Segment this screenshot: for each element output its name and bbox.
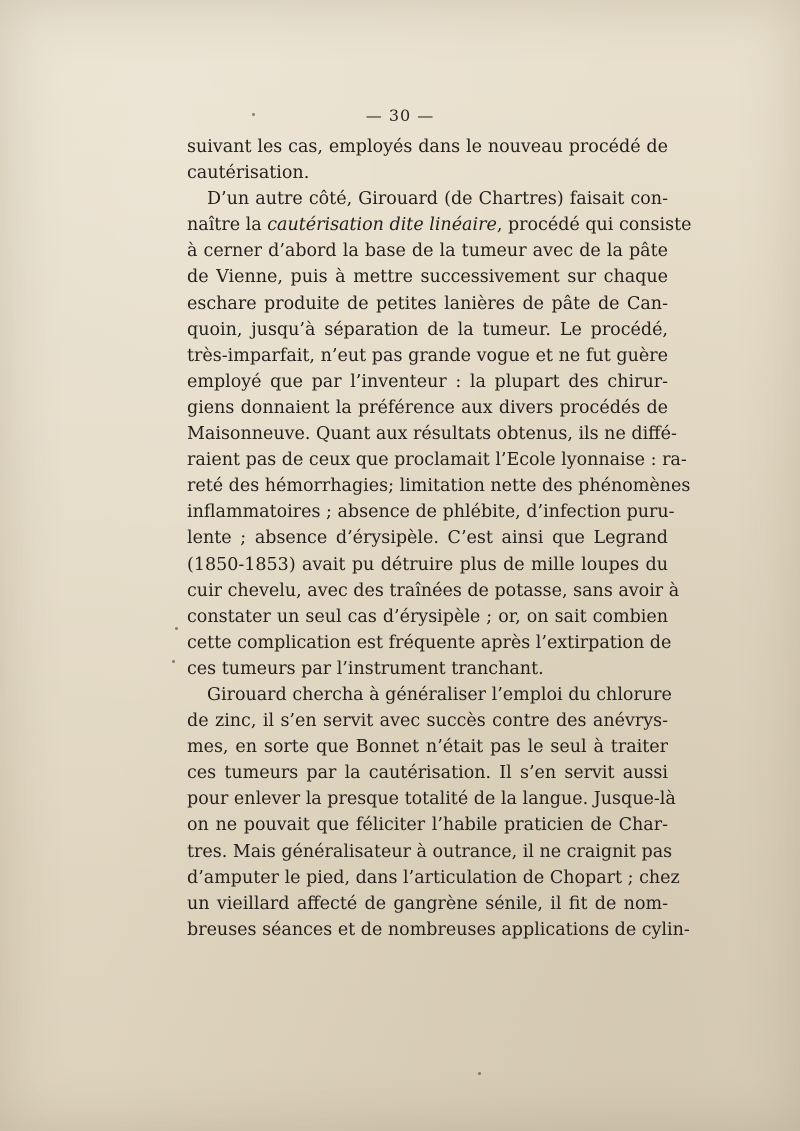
page-number: — 30 — xyxy=(365,106,435,125)
paper-speck xyxy=(478,1072,481,1075)
text-line xyxy=(187,291,668,317)
text-segment: Maisonneuve. Quant aux résultats obtenus, ils ne diffé- xyxy=(187,424,677,445)
text-segment: un vieillard affecté de gangrène sénile, il fit de nom- xyxy=(187,893,668,914)
text-segment: cuir chevelu, avec des traînées de potasse, sans avoir à xyxy=(187,580,680,601)
text-line xyxy=(187,552,668,578)
text-line xyxy=(187,186,668,212)
text-segment: naître la xyxy=(187,215,268,236)
text-line xyxy=(187,917,690,943)
text-segment: ces tumeurs par l’instrument tranchant. xyxy=(187,658,544,679)
text-segment: d’amputer le pied, dans l’articulation de Chopart ; chez xyxy=(187,867,680,888)
text-line xyxy=(187,812,668,838)
text-line xyxy=(187,656,668,682)
text-segment: reté des hémorrhagies; limitation nette des phénomènes xyxy=(187,476,691,497)
text-segment: Girouard chercha à généraliser l’emploi du chlorure xyxy=(207,684,672,705)
text-segment: cette complication est fréquente après l’extirpation de xyxy=(187,632,672,653)
text-line xyxy=(187,786,676,812)
paper-speck xyxy=(252,113,255,116)
text-line xyxy=(187,708,668,734)
text-line xyxy=(187,734,668,760)
text-segment: D’un autre côté, Girouard (de Chartres) faisait con- xyxy=(207,189,668,210)
text-segment: giens donnaient la préférence aux divers procédés de xyxy=(187,397,668,418)
text-segment: de Vienne, puis à mettre successivement sur chaque xyxy=(187,267,668,288)
text-line xyxy=(187,134,668,160)
text-segment: eschare produite de petites lanières de pâte de Can- xyxy=(187,293,668,314)
text-segment: ces tumeurs par la cautérisation. Il s’en servit aussi xyxy=(187,763,668,784)
text-line xyxy=(187,865,680,891)
text-line xyxy=(187,447,687,473)
text-line xyxy=(187,473,691,499)
text-segment: employé que par l’inventeur : la plupart des chirur- xyxy=(187,371,668,392)
text-segment: de zinc, il s’en servit avec succès contre des anévrys- xyxy=(187,711,668,732)
text-segment: constater un seul cas d’érysipèle ; or, on sait combien xyxy=(187,606,668,627)
text-segment: quoin, jusqu’à séparation de la tumeur. Le procédé, xyxy=(187,319,668,340)
text-segment: très-imparfait, n’eut pas grande vogue et ne fut guère xyxy=(187,345,668,366)
text-line xyxy=(187,343,668,369)
text-line xyxy=(187,395,668,421)
text-segment: breuses séances et de nombreuses applications de cylin- xyxy=(187,919,690,940)
text-line xyxy=(187,760,668,786)
text-segment: , procédé qui consiste xyxy=(496,215,692,236)
text-line xyxy=(187,891,668,917)
text-line xyxy=(187,212,692,238)
text-line xyxy=(187,369,668,395)
italic-phrase: cautérisation dite linéaire xyxy=(267,215,497,236)
body-text xyxy=(187,134,692,943)
text-line xyxy=(187,839,673,865)
text-line xyxy=(187,499,675,525)
text-segment: à cerner d’abord la base de la tumeur avec de la pâte xyxy=(187,241,668,262)
text-segment: raient pas de ceux que proclamait l’Ecole lyonnaise : ra- xyxy=(187,450,687,471)
text-line xyxy=(187,604,668,630)
text-line xyxy=(187,421,677,447)
text-segment: tres. Mais généralisateur à outrance, il ne craignit pas xyxy=(187,841,673,862)
text-line xyxy=(187,578,680,604)
text-line xyxy=(187,264,668,290)
text-line xyxy=(187,160,668,186)
paper-speck xyxy=(172,660,175,663)
text-line xyxy=(187,317,668,343)
text-line xyxy=(187,238,668,264)
text-segment: lente ; absence d’érysipèle. C’est ainsi que Legrand xyxy=(187,528,668,549)
paper-speck xyxy=(175,627,178,630)
text-segment: suivant les cas, employés dans le nouveau procédé de xyxy=(187,137,668,157)
text-segment: (1850-1853) avait pu détruire plus de mille loupes du xyxy=(187,554,668,575)
text-line xyxy=(187,630,672,656)
text-line xyxy=(187,525,668,551)
text-segment: on ne pouvait que féliciter l’habile praticien de Char- xyxy=(187,815,668,836)
text-line xyxy=(187,682,672,708)
text-segment: pour enlever la presque totalité de la langue. Jusque-là xyxy=(187,789,676,810)
text-segment: inflammatoires ; absence de phlébite, d’infection puru- xyxy=(187,502,675,523)
text-segment: mes, en sorte que Bonnet n’était pas le seul à traiter xyxy=(187,737,668,758)
text-segment: cautérisation. xyxy=(187,163,310,184)
